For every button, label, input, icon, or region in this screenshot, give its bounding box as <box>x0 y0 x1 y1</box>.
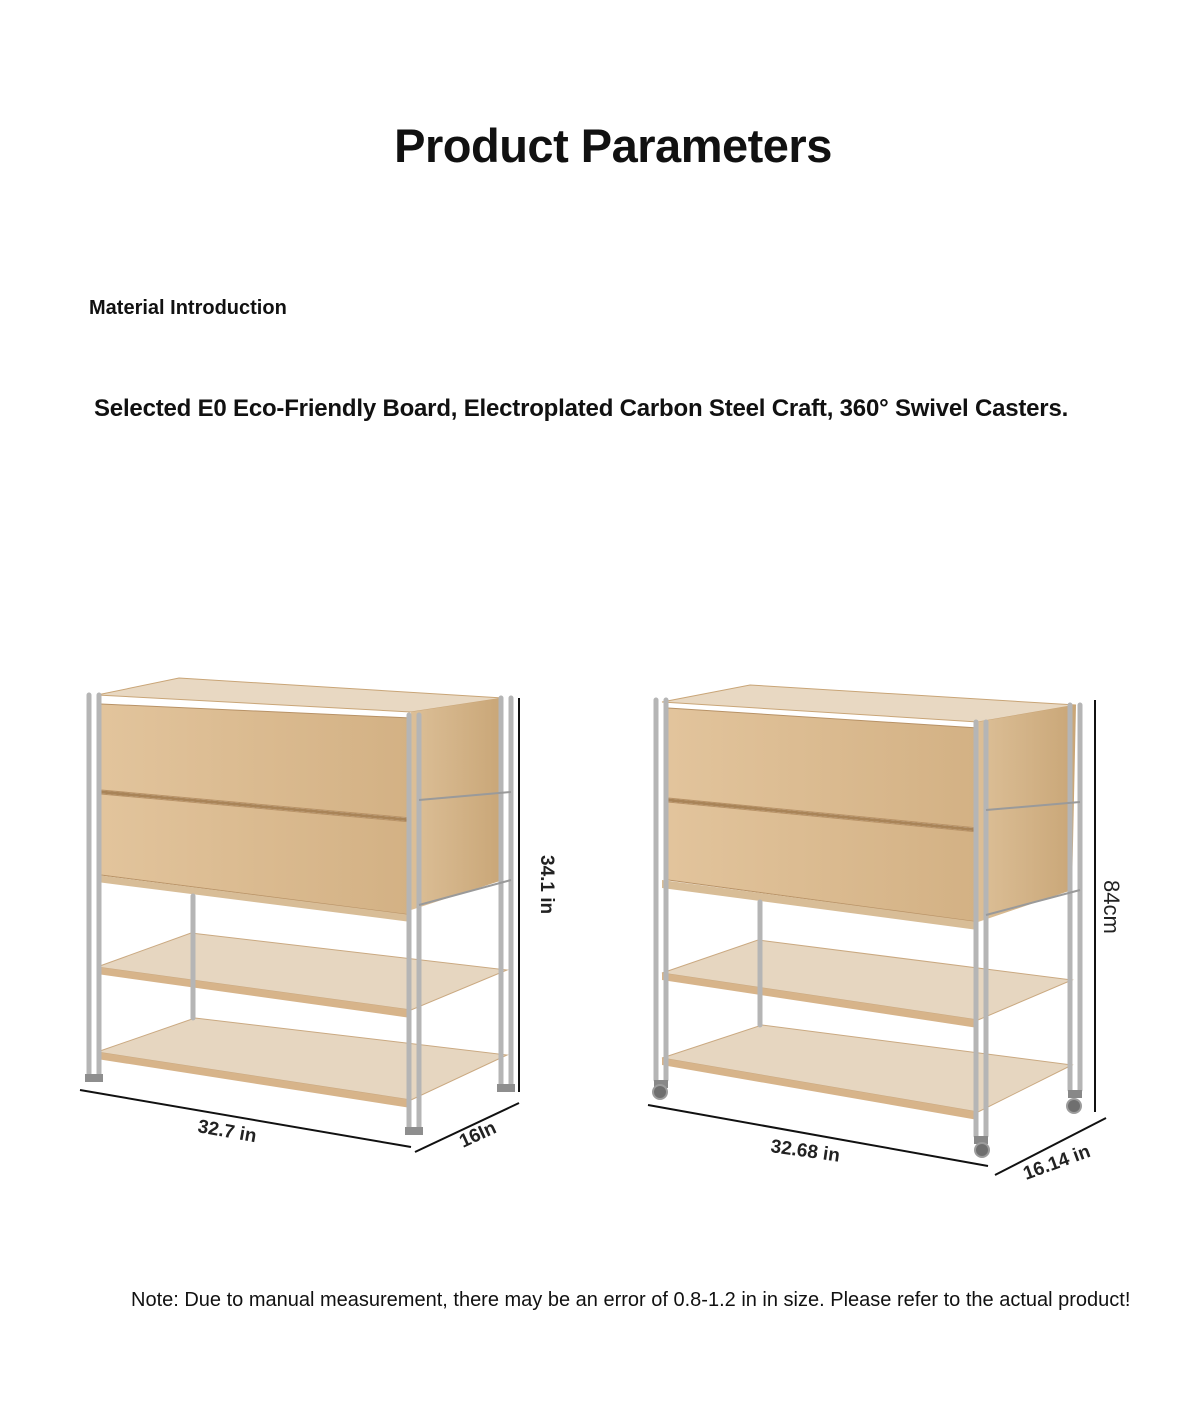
product-2-depth-label: 16.14 in <box>1020 1141 1094 1185</box>
product-1-depth-label: 16In <box>456 1117 500 1153</box>
product-image-feet <box>75 660 595 1180</box>
product-1-height-label: 34.1 in <box>536 855 557 915</box>
material-description: Selected E0 Eco-Friendly Board, Electroplated Carbon Steel Craft, 360° Swivel Casters. <box>94 395 1069 422</box>
cabinet-casters-illustration <box>640 660 1180 1200</box>
page-title: Product Parameters <box>394 119 832 172</box>
product-2-height-label: 84cm <box>1099 880 1124 934</box>
product-2-width-label: 32.68 in <box>769 1136 842 1167</box>
product-image-casters <box>640 660 1180 1200</box>
cabinet-feet-illustration <box>75 660 595 1180</box>
measurement-note: Note: Due to manual measurement, there may be an error of 0.8-1.2 in in size. Please refer to the actual product! <box>131 1289 1131 1311</box>
product-1-width-label: 32.7 in <box>196 1116 259 1148</box>
section-label-material: Material Introduction <box>89 297 287 319</box>
